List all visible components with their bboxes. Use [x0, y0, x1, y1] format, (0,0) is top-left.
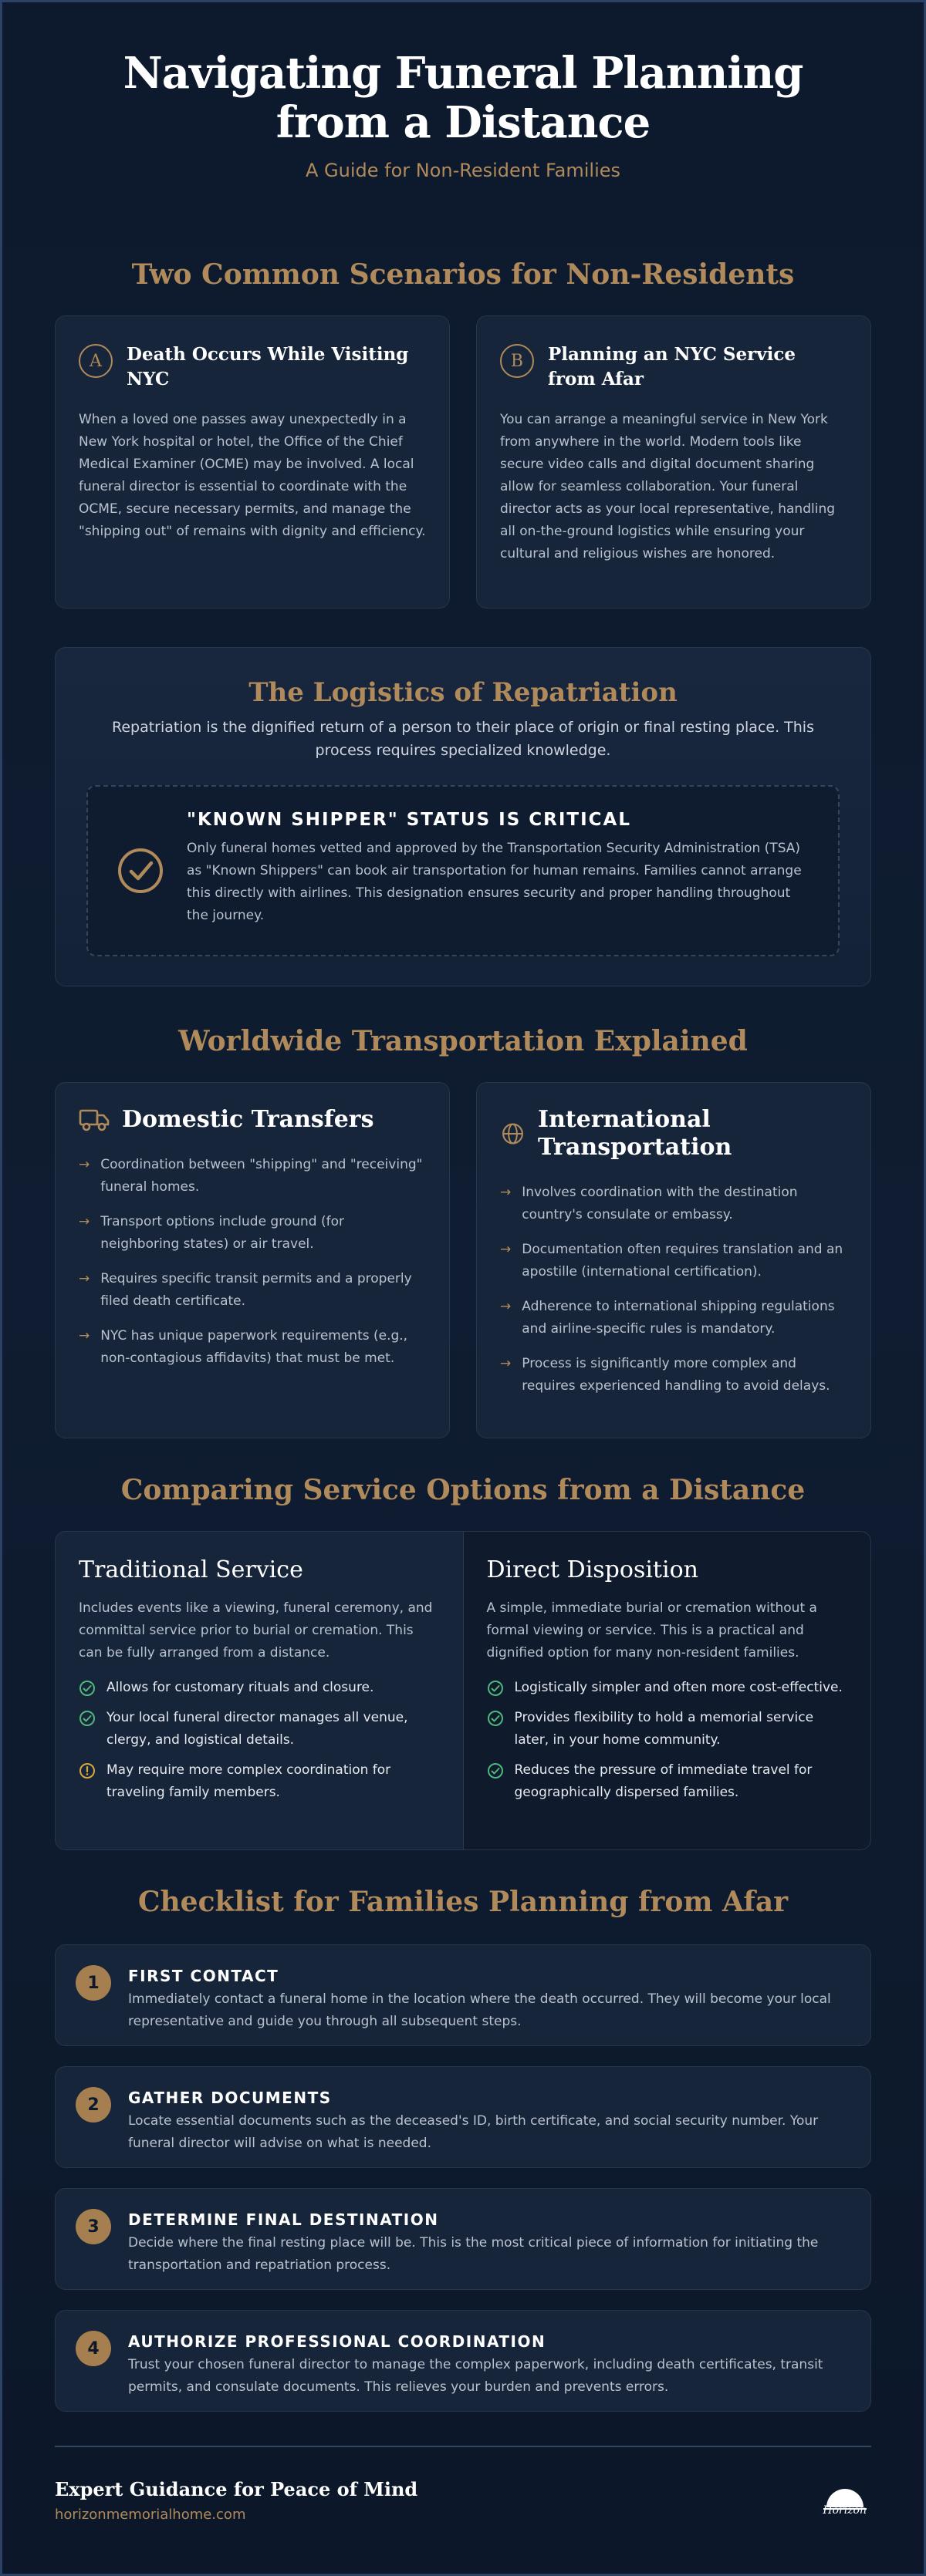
- truck-icon: [79, 1106, 110, 1134]
- direct-list: [487, 1677, 848, 1804]
- step-number: 1: [76, 1965, 111, 2001]
- compare-title: Comparing Service Options from a Distance: [120, 1474, 806, 1506]
- checklist-step: [55, 1944, 871, 2046]
- arrow-icon: →: [79, 1328, 90, 1344]
- domestic-list: [79, 1154, 426, 1370]
- list-item: Provides flexibility to hold a memorial service later, in your home community.: [487, 1707, 848, 1752]
- arrow-icon: →: [500, 1299, 512, 1314]
- footer-url[interactable]: horizonmemorialhome.com: [55, 2507, 246, 2523]
- international-list: [500, 1182, 847, 1398]
- domestic-heading: Domestic Transfers: [122, 1106, 374, 1133]
- arrow-icon: →: [79, 1157, 90, 1172]
- step-number: 2: [76, 2087, 111, 2123]
- known-shipper-callout: [86, 785, 840, 956]
- step-number: 3: [76, 2209, 111, 2244]
- globe-icon: [500, 1118, 526, 1149]
- scenario-heading: Planning an NYC Service from Afar: [548, 344, 796, 389]
- footer: [55, 2447, 871, 2523]
- direct-heading: Direct Disposition: [486, 1556, 698, 1583]
- repatriation-title: The Logistics of Repatriation: [248, 677, 678, 708]
- compare-table: [55, 1531, 871, 1850]
- traditional-column: [56, 1532, 464, 1849]
- scenario-body: When a loved one passes away unexpectedly in a New York hospital or hotel, the Office of the Chief Medical Examiner (OCME) may be involved. A local funeral director is essential to coordinate with the OCME, secure necessary permits, and manage the "shipping out" of remains with dignity and efficiency.: [79, 412, 426, 539]
- callout-body: Only funeral homes vetted and approved by the Transportation Security Administration (TSA) as "Known Shippers" can book air transportation for human remains. Families cannot arrange this directly with airlines. This designation ensures security and proper handling throughout the journey.: [187, 841, 802, 923]
- check-icon: [487, 1762, 504, 1779]
- domestic-card: [55, 1082, 450, 1438]
- logo-text: Horizon: [823, 2504, 867, 2517]
- check-icon: [79, 1710, 96, 1727]
- letter-badge: A: [79, 344, 113, 378]
- check-icon: [487, 1680, 504, 1697]
- step-heading: DETERMINE FINAL DESTINATION: [128, 2210, 439, 2229]
- letter-badge: B: [500, 344, 534, 378]
- list-item: Reduces the pressure of immediate travel for geographically dispersed families.: [487, 1759, 848, 1804]
- check-icon: [79, 1680, 96, 1697]
- step-heading: AUTHORIZE PROFESSIONAL COORDINATION: [128, 2332, 546, 2351]
- warning-icon: [79, 1762, 96, 1779]
- scenarios-title: Two Common Scenarios for Non-Residents: [131, 258, 795, 291]
- traditional-heading: Traditional Service: [79, 1556, 303, 1583]
- scenario-card-a: [55, 315, 450, 609]
- transport-grid: [55, 1082, 871, 1438]
- international-card: [476, 1082, 871, 1438]
- scenario-body: You can arrange a meaningful service in New York from anywhere in the world. Modern tools like secure video calls and digital document sharing allow for seamless collaboration. Your funeral director acts as your local representative, handling all on-the-ground logistics while ensuring your cultural and religious wishes are honored.: [500, 412, 836, 561]
- list-item: → Adherence to international shipping regulations and airline-specific rules is mandatory.: [500, 1296, 847, 1340]
- list-item: Your local funeral director manages all venue, clergy, and logistical details.: [79, 1707, 440, 1752]
- checklist-step: [55, 2066, 871, 2168]
- list-item: Logistically simpler and often more cost-effective.: [487, 1677, 848, 1699]
- step-heading: FIRST CONTACT: [128, 1967, 279, 1985]
- checklist-step: [55, 2188, 871, 2290]
- arrow-icon: →: [79, 1271, 90, 1286]
- repatriation-section: [55, 647, 871, 986]
- checklist-steps: [55, 1944, 871, 2412]
- list-item: → Transport options include ground (for neighboring states) or air travel.: [79, 1211, 426, 1256]
- list-item: → Coordination between "shipping" and "receiving" funeral homes.: [79, 1154, 426, 1199]
- list-item: → Documentation often requires translation and an apostille (international certification).: [500, 1239, 847, 1283]
- scenario-heading: Death Occurs While Visiting NYC: [127, 344, 409, 389]
- page-title: Navigating Funeral Planning from a Distance: [123, 48, 803, 148]
- traditional-list: [79, 1677, 440, 1804]
- step-body: Decide where the final resting place will be. This is the most critical piece of information for initiating the transportation and repatriation process.: [128, 2235, 819, 2273]
- callout-heading: "KNOWN SHIPPER" STATUS IS CRITICAL: [187, 810, 632, 830]
- arrow-icon: →: [500, 1242, 512, 1257]
- hero: [55, 2, 871, 181]
- traditional-desc: Includes events like a viewing, funeral ceremony, and committal service prior to burial or cremation. This can be fully arranged from a distance.: [79, 1600, 433, 1661]
- direct-desc: A simple, immediate burial or cremation without a formal viewing or service. This is a practical and dignified option for many non-resident families.: [486, 1600, 817, 1661]
- list-item: Allows for customary rituals and closure.: [79, 1677, 440, 1699]
- footer-tagline: Expert Guidance for Peace of Mind: [55, 2478, 418, 2500]
- list-item: → NYC has unique paperwork requirements (e.g., non-contagious affidavits) that must be met.: [79, 1325, 426, 1370]
- scenario-card-b: [476, 315, 871, 609]
- list-item: → Process is significantly more complex and requires experienced handling to avoid delays.: [500, 1353, 847, 1398]
- list-item: → Involves coordination with the destination country's consulate or embassy.: [500, 1182, 847, 1226]
- arrow-icon: →: [79, 1214, 90, 1229]
- step-number: 4: [76, 2331, 111, 2366]
- repatriation-intro: Repatriation is the dignified return of a person to their place of origin or final resting place. This process requires specialized knowledge.: [111, 719, 814, 759]
- list-item: → Requires specific transit permits and a properly filed death certificate.: [79, 1268, 426, 1313]
- horizon-logo: [823, 2484, 867, 2517]
- step-body: Immediately contact a funeral home in the location where the death occurred. They will become your local representative and guide you through all subsequent steps.: [128, 1991, 831, 2029]
- scenarios-grid: [55, 315, 871, 609]
- check-icon: [487, 1710, 504, 1727]
- international-heading: International Transportation: [538, 1106, 732, 1161]
- arrow-icon: →: [500, 1356, 512, 1371]
- step-body: Trust your chosen funeral director to manage the complex paperwork, including death certificates, transit permits, and consulate documents. This relieves your burden and prevents errors.: [128, 2357, 823, 2395]
- step-heading: GATHER DOCUMENTS: [128, 2089, 332, 2107]
- page-subtitle: A Guide for Non-Resident Families: [305, 160, 621, 181]
- checklist-step: [55, 2310, 871, 2412]
- checklist-title: Checklist for Families Planning from Afar: [137, 1886, 789, 1918]
- direct-column: [464, 1532, 871, 1849]
- step-body: Locate essential documents such as the deceased's ID, birth certificate, and social security number. Your funeral director will advise on what is needed.: [128, 2113, 819, 2151]
- arrow-icon: →: [500, 1185, 512, 1200]
- check-circle-icon: [116, 846, 165, 895]
- list-item: May require more complex coordination for traveling family members.: [79, 1759, 440, 1804]
- transport-title: Worldwide Transportation Explained: [178, 1025, 748, 1057]
